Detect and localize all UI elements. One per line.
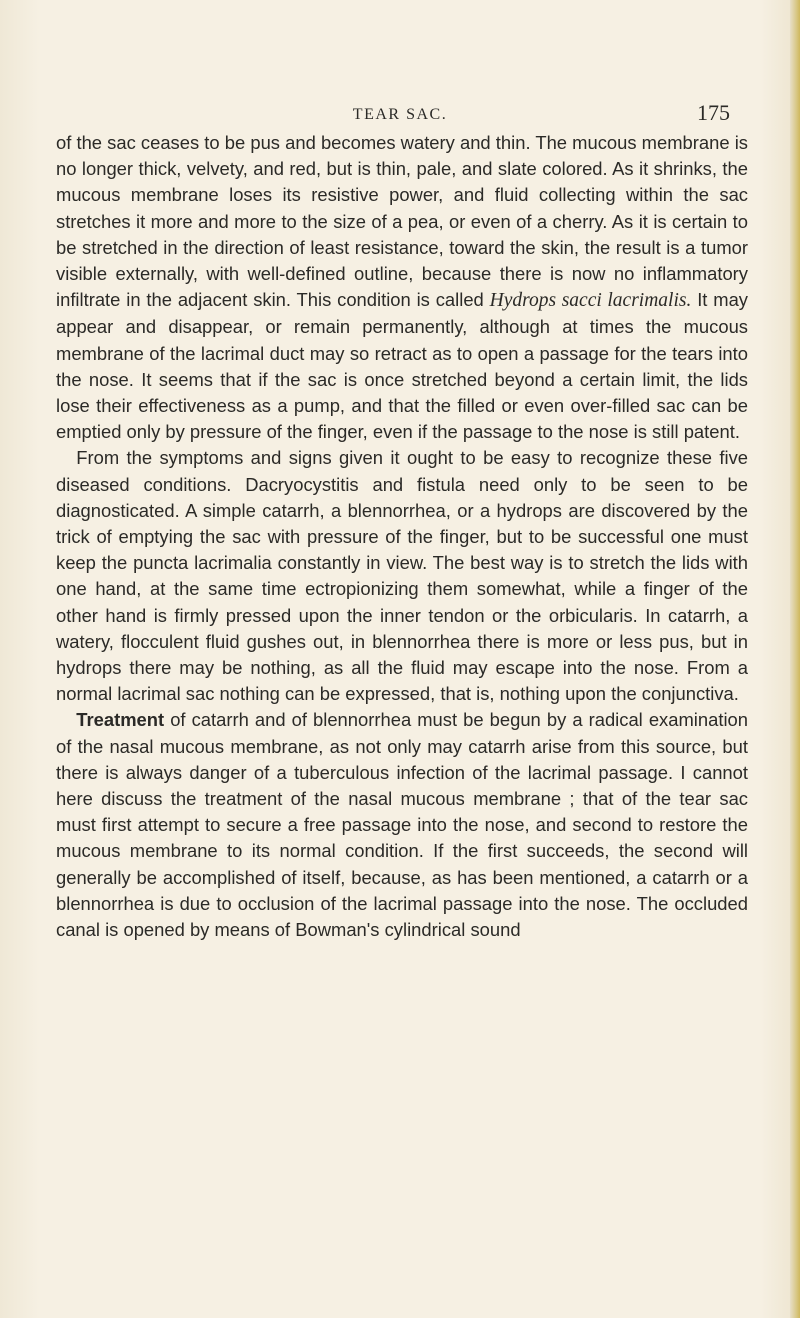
page-edge bbox=[790, 0, 800, 1318]
paragraph-1-text-a: of the sac ceases to be pus and becomes watery and thin. The mucous membrane is no longer thick, velvety, and red, but is thin, pale, and slate colored. As it shrinks, the mucous membrane loses its resistive power, and fluid collecting within the sac stretches it more and more to the size of a pea, or even of a cherry. As it is certain to be stretched in the direction of least resistance, toward the skin, the result is a tumor visible externally, with well-defined outline, because there is now no inflammatory infiltrate in the adjacent skin. This condition is called bbox=[56, 132, 748, 311]
body-text bbox=[56, 130, 748, 943]
paragraph-1 bbox=[56, 130, 748, 445]
running-title: TEAR SAC. bbox=[352, 106, 448, 123]
paragraph-1-text-b: It may appear and disappear, or remain permanently, although at times the mucous membrane of the lacrimal duct may so retract as to open a passage for the tears into the nose. It seems that if the sac is once stretched beyond a certain limit, the lids lose their effectiveness as a pump, and that the filled or even over-filled sac can be emptied only by pressure of the finger, even if the passage to the nose is still patent. bbox=[56, 289, 749, 443]
paragraph-3-text: of catarrh and of blennorrhea must be begun by a radical examination of the nasal mucous membrane, as not only may catarrh arise from this source, but there is always danger of a tuberculous infection of the lacrimal passage. I cannot here discuss the treatment of the nasal mucous membrane ; that of the tear sac must first attempt to secure a free passage into the nose, and second to restore the mucous membrane to its normal condition. If the first succeeds, the second will generally be accomplished of itself, because, as has been mentioned, a catarrh or a blennorrhea is due to occlusion of the lacrimal passage into the nose. The occluded canal is opened by means of Bowman's cylindrical sound bbox=[56, 709, 748, 941]
paragraph-3 bbox=[56, 707, 748, 943]
paragraph-2: From the symptoms and signs given it ought to be easy to recognize these five diseased conditions. Dacryocystitis and fistula need only to be seen to be diagnosticated. A simple catarrh, a blennorrhea, or a hydrops are discovered by the trick of emptying the sac with pressure of the finger, but to be successful one must keep the puncta lacrimalia constantly in view. The best way is to stretch the lids with one hand, at the same time ectropionizing them somewhat, while a finger of the other hand is firmly pressed upon the inner tendon or the orbicularis. In catarrh, a watery, flocculent fluid gushes out, in blennorrhea there is more or less pus, but in hydrops there may be nothing, as all the fluid may escape into the nose. From a normal lacrimal sac nothing can be expressed, that is, nothing upon the conjunctiva. bbox=[56, 447, 748, 705]
page-number: 175 bbox=[697, 100, 730, 125]
paragraph-1-italic-term: Hydrops sacci lacrimalis. bbox=[489, 290, 692, 312]
paragraph-3-bold-term: Treatment bbox=[76, 709, 165, 731]
